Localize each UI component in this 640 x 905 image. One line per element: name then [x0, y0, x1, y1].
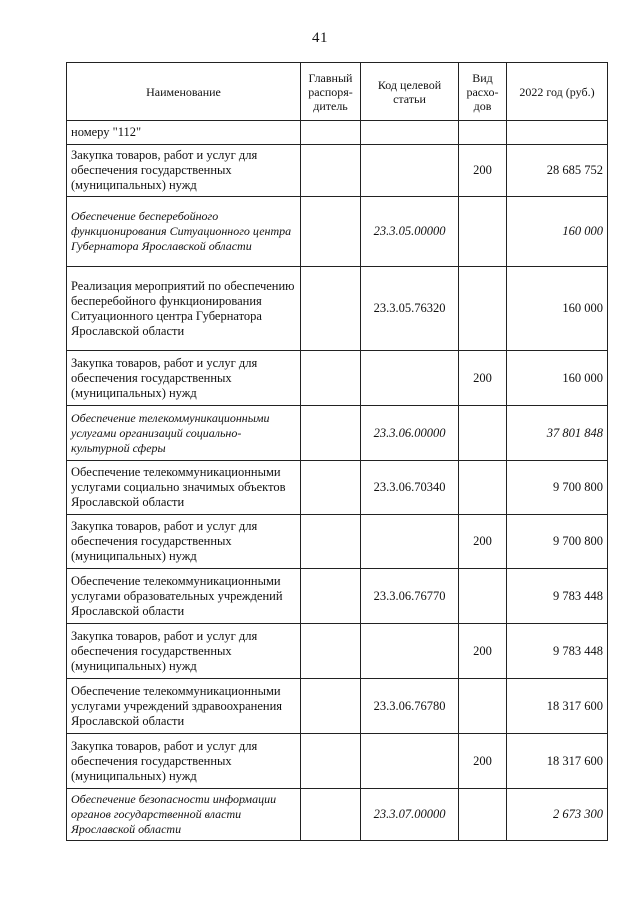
header-sum: 2022 год (руб.)	[507, 63, 608, 121]
cell-sum: 18 317 600	[507, 679, 608, 734]
cell-sum: 18 317 600	[507, 734, 608, 789]
cell-name: Обеспечение телекоммуникационными услугами образовательных учреждений Ярославской области	[67, 569, 301, 624]
table-row	[67, 351, 608, 406]
cell-code	[361, 145, 459, 197]
cell-type: 200	[459, 624, 507, 679]
cell-code	[361, 351, 459, 406]
cell-code: 23.3.06.70340	[361, 461, 459, 515]
cell-type	[459, 121, 507, 145]
cell-name: Закупка товаров, работ и услуг для обеспечения государственных (муниципальных) нужд	[67, 351, 301, 406]
cell-name: Обеспечение телекоммуникационными услугами социально значимых объектов Ярославской области	[67, 461, 301, 515]
cell-name: Закупка товаров, работ и услуг для обеспечения государственных (муниципальных) нужд	[67, 734, 301, 789]
header-type: Вид расхо-дов	[459, 63, 507, 121]
cell-admin	[301, 406, 361, 461]
cell-admin	[301, 351, 361, 406]
cell-name: Обеспечение телекоммуникационными услугами организаций социально-культурной сферы	[67, 406, 301, 461]
cell-name: Обеспечение бесперебойного функционирования Ситуационного центра Губернатора Ярославской области	[67, 197, 301, 267]
table-row	[67, 121, 608, 145]
cell-sum: 160 000	[507, 267, 608, 351]
cell-type: 200	[459, 515, 507, 569]
cell-sum: 9 783 448	[507, 569, 608, 624]
cell-sum: 37 801 848	[507, 406, 608, 461]
cell-admin	[301, 461, 361, 515]
cell-type: 200	[459, 145, 507, 197]
cell-code	[361, 515, 459, 569]
table-row	[67, 406, 608, 461]
cell-sum: 160 000	[507, 197, 608, 267]
cell-admin	[301, 734, 361, 789]
page-number: 41	[312, 30, 328, 46]
cell-code: 23.3.06.76770	[361, 569, 459, 624]
cell-type	[459, 789, 507, 841]
cell-code: 23.3.05.76320	[361, 267, 459, 351]
cell-admin	[301, 145, 361, 197]
cell-admin	[301, 624, 361, 679]
cell-sum	[507, 121, 608, 145]
cell-code: 23.3.07.00000	[361, 789, 459, 841]
cell-admin	[301, 197, 361, 267]
table-row	[67, 734, 608, 789]
cell-admin	[301, 515, 361, 569]
table-row	[67, 197, 608, 267]
table-row	[67, 624, 608, 679]
cell-admin	[301, 267, 361, 351]
cell-sum: 9 700 800	[507, 515, 608, 569]
table-header-row	[67, 63, 608, 121]
cell-code	[361, 624, 459, 679]
table-row	[67, 515, 608, 569]
cell-type	[459, 461, 507, 515]
table-row	[67, 569, 608, 624]
table-row	[67, 679, 608, 734]
cell-admin	[301, 679, 361, 734]
budget-table	[66, 62, 608, 841]
table-row	[67, 267, 608, 351]
cell-sum: 9 783 448	[507, 624, 608, 679]
cell-type	[459, 406, 507, 461]
cell-admin	[301, 789, 361, 841]
cell-code	[361, 734, 459, 789]
table-row	[67, 461, 608, 515]
table-row	[67, 789, 608, 841]
cell-type: 200	[459, 734, 507, 789]
cell-type	[459, 267, 507, 351]
cell-code: 23.3.06.76780	[361, 679, 459, 734]
cell-sum: 28 685 752	[507, 145, 608, 197]
cell-sum: 9 700 800	[507, 461, 608, 515]
cell-name: Обеспечение телекоммуникационными услугами учреждений здравоохранения Ярославской области	[67, 679, 301, 734]
cell-admin	[301, 121, 361, 145]
cell-code: 23.3.05.00000	[361, 197, 459, 267]
cell-code: 23.3.06.00000	[361, 406, 459, 461]
cell-name: Закупка товаров, работ и услуг для обеспечения государственных (муниципальных) нужд	[67, 624, 301, 679]
cell-type	[459, 197, 507, 267]
header-code: Код целевой статьи	[361, 63, 459, 121]
cell-name: номеру "112"	[67, 121, 301, 145]
cell-type: 200	[459, 351, 507, 406]
table-row	[67, 145, 608, 197]
cell-name: Обеспечение безопасности информации органов государственной власти Ярославской области	[67, 789, 301, 841]
cell-code	[361, 121, 459, 145]
cell-type	[459, 569, 507, 624]
header-name: Наименование	[67, 63, 301, 121]
cell-name: Реализация мероприятий по обеспечению бесперебойного функционирования Ситуационного центра Губернатора Ярославской области	[67, 267, 301, 351]
table-body	[67, 121, 608, 841]
cell-admin	[301, 569, 361, 624]
cell-type	[459, 679, 507, 734]
cell-sum: 160 000	[507, 351, 608, 406]
cell-name: Закупка товаров, работ и услуг для обеспечения государственных (муниципальных) нужд	[67, 145, 301, 197]
cell-name: Закупка товаров, работ и услуг для обеспечения государственных (муниципальных) нужд	[67, 515, 301, 569]
cell-sum: 2 673 300	[507, 789, 608, 841]
header-admin: Главный распоря-дитель	[301, 63, 361, 121]
